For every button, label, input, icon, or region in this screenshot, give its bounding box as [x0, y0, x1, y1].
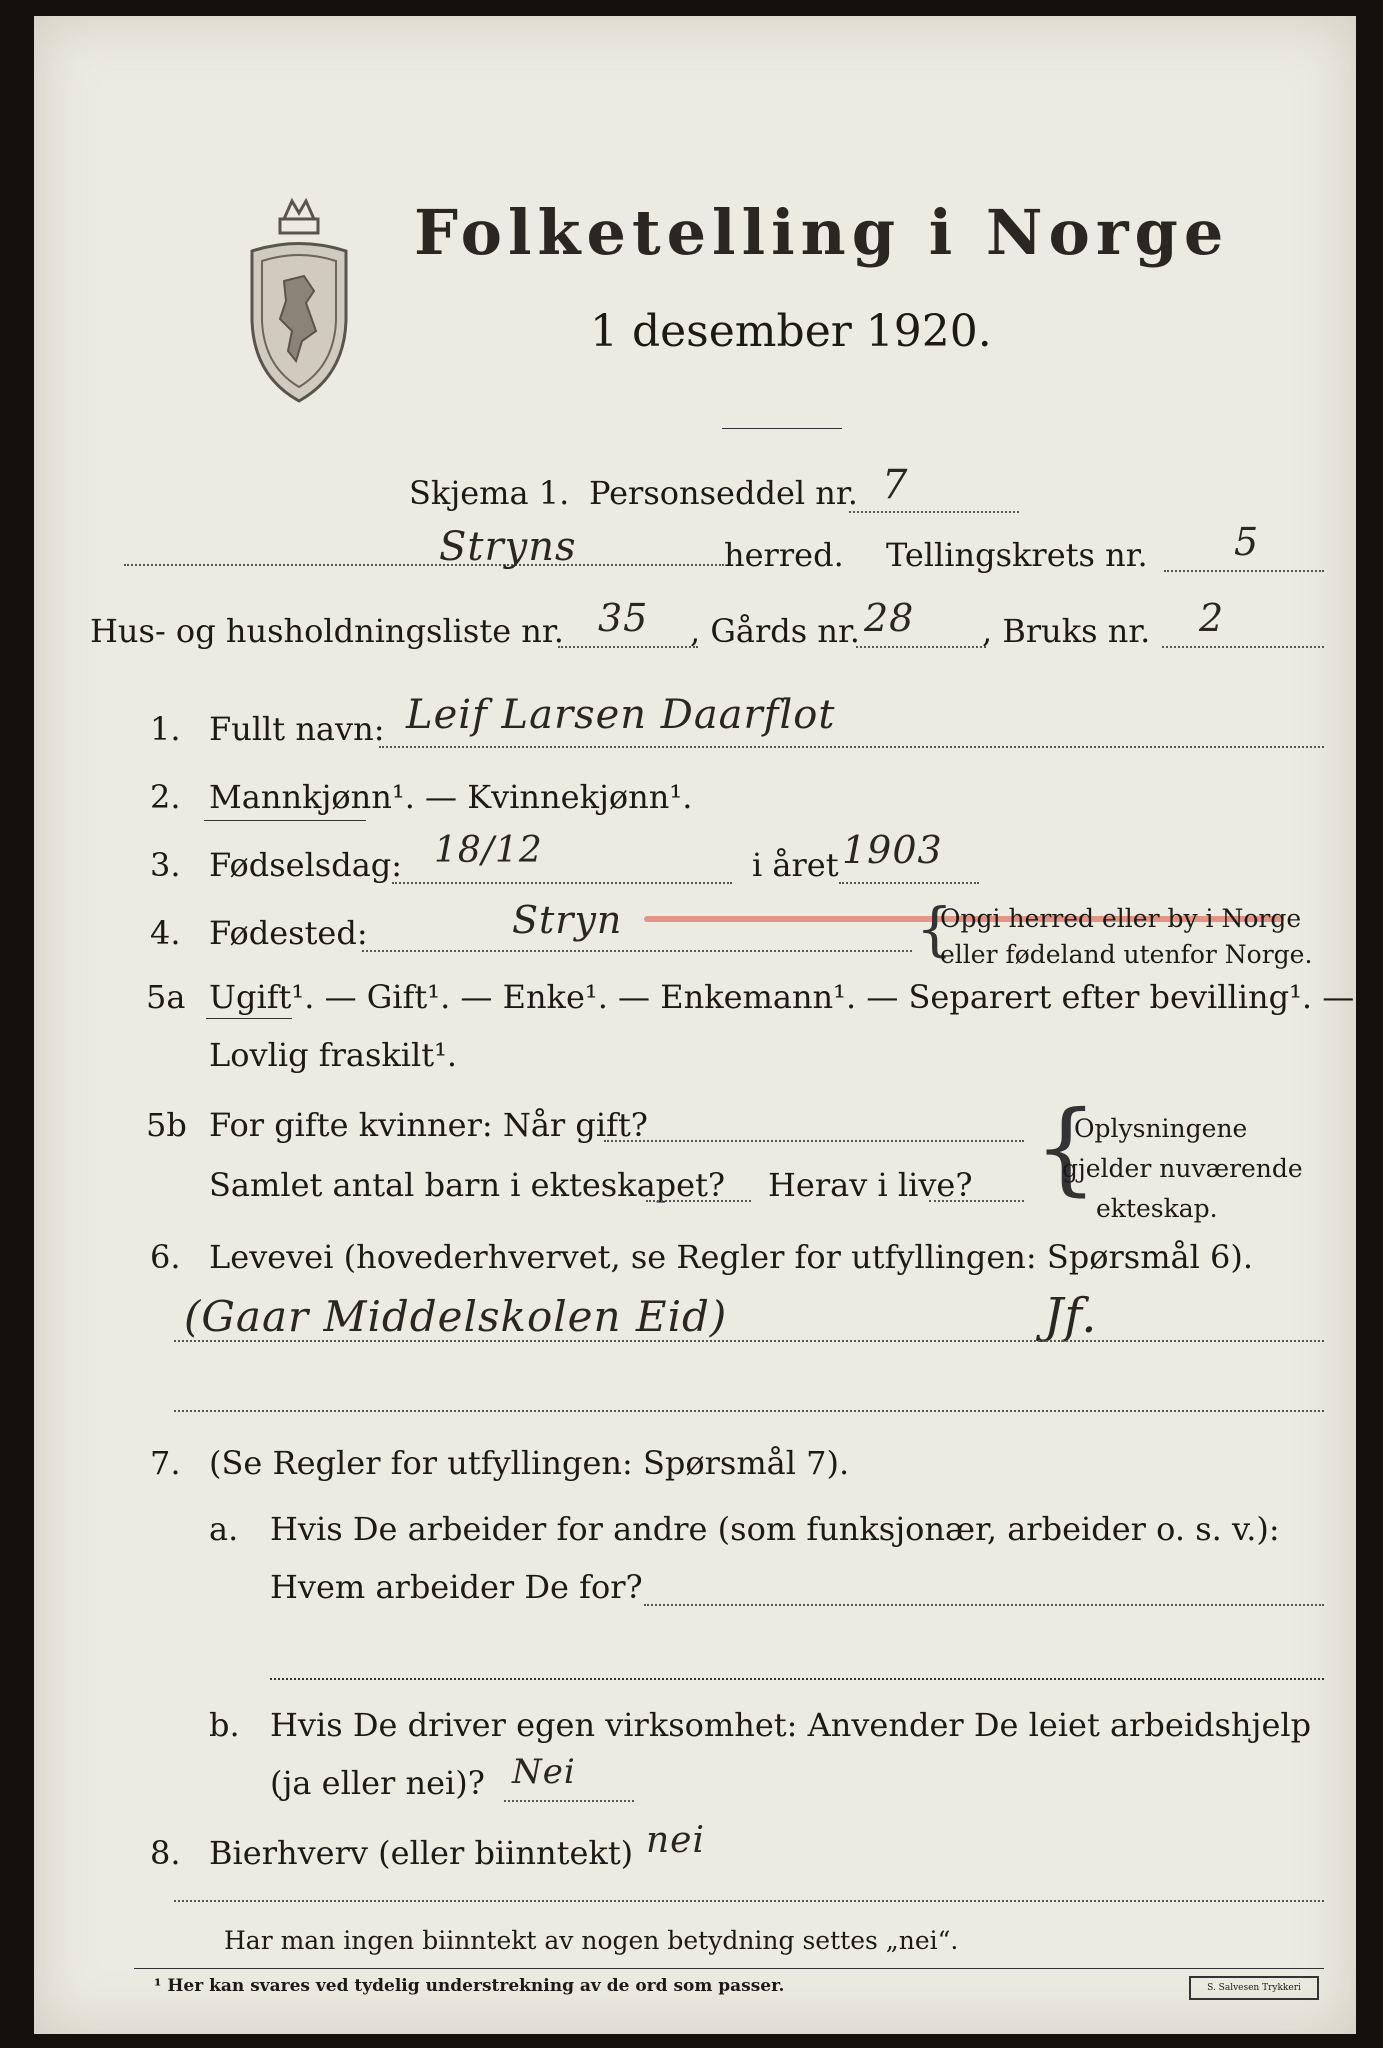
q4-label: Fødested: [209, 914, 368, 952]
q3-birthday-value[interactable]: 18/12 [434, 830, 543, 871]
q3-line [392, 882, 732, 884]
krets-no-value[interactable]: 5 [1234, 520, 1260, 564]
footnote: ¹ Her kan svares ved tydelig understrekning av de ord som passer. [154, 1976, 785, 1996]
bruks-label: , Bruks nr. [982, 612, 1151, 650]
schema-label: Skjema 1. [409, 474, 570, 512]
q6-initials: Jf. [1044, 1288, 1098, 1344]
census-form [34, 16, 1356, 2034]
q7b-letter: b. [209, 1706, 240, 1744]
q5b-children-line [646, 1200, 751, 1202]
krets-label: Tellingskrets nr. [886, 536, 1148, 574]
q6-occupation-value[interactable]: (Gaar Middelskolen Eid) [184, 1292, 728, 1341]
printer-stamp: S. Salvesen Trykkeri [1189, 1976, 1319, 2000]
q4-birthplace-value[interactable]: Stryn [512, 898, 623, 942]
q7a-line2: Hvem arbeider De for? [270, 1568, 643, 1606]
q5b-brace: { [1034, 1089, 1098, 1206]
q5a-options-line2[interactable]: Lovlig fraskilt¹. [209, 1036, 458, 1074]
krets-no-line [1164, 570, 1324, 572]
q4-brace: { [916, 895, 953, 963]
q1-label: Fullt navn: [209, 710, 385, 748]
q4-number: 4. [150, 914, 181, 952]
herred-label: herred. [724, 536, 844, 574]
person-label: Personseddel nr. [589, 474, 858, 512]
q6-line2 [174, 1410, 1324, 1412]
q6-number: 6. [150, 1238, 181, 1276]
q5b-label2: Samlet antal barn i ekteskapet? [209, 1166, 726, 1204]
q1-line [379, 746, 1324, 748]
gards-no-value[interactable]: 28 [864, 596, 915, 640]
q5b-note-line2: gjelder nuværende [1062, 1154, 1303, 1183]
q3-year-value[interactable]: 1903 [842, 828, 943, 872]
bruks-no-value[interactable]: 2 [1199, 596, 1225, 640]
footer-note: Har man ingen biinntekt av nogen betydning settes „nei“. [224, 1926, 959, 1955]
gards-label: , Gårds nr. [690, 612, 860, 650]
bruks-no-line [1162, 646, 1324, 648]
herred-line [124, 564, 724, 566]
q5a-underline-ugift [206, 1018, 292, 1019]
title-divider [722, 428, 842, 429]
q7a-employer-line [644, 1604, 1324, 1606]
q5b-living-line [929, 1200, 1024, 1202]
census-date: 1 desember 1920. [590, 306, 992, 357]
gards-no-line [856, 646, 986, 648]
q8-line [174, 1900, 1324, 1902]
q5a-marital-options[interactable]: Ugift¹. — Gift¹. — Enke¹. — Enkemann¹. — Separert efter bevilling¹. — [209, 978, 1355, 1016]
q7-label: (Se Regler for utfyllingen: Spørsmål 7). [209, 1444, 850, 1482]
q3-year-line [839, 882, 979, 884]
q7a-line1: Hvis De arbeider for andre (som funksjonær, arbeider o. s. v.): [270, 1510, 1280, 1548]
q3-year-label: i året [752, 846, 839, 884]
q6-label: Levevei (hovederhvervet, se Regler for utfyllingen: Spørsmål 6). [209, 1238, 1254, 1276]
q4-note-line2: eller fødeland utenfor Norge. [940, 940, 1313, 969]
person-no-value[interactable]: 7 [882, 462, 909, 508]
hus-label: Hus- og husholdningsliste nr. [90, 612, 564, 650]
q2-underline-mannkjonn [204, 820, 366, 821]
q7a-extra-line [270, 1678, 1324, 1680]
q4-line [362, 950, 912, 952]
person-no-line [849, 511, 1019, 513]
q5b-note-line1: Oplysningene [1074, 1114, 1248, 1143]
form-title: Folketelling i Norge [414, 196, 1230, 269]
q2-gender-options[interactable]: Mannkjønn¹. — Kvinnekjønn¹. [209, 778, 693, 816]
q5b-label1: For gifte kvinner: Når gift? [209, 1106, 648, 1144]
q7a-letter: a. [209, 1510, 239, 1548]
norway-coat-of-arms-icon [244, 191, 354, 406]
q8-label: Bierhverv (eller biinntekt) [209, 1834, 634, 1872]
q5b-when-married-line [604, 1140, 1024, 1142]
q3-label: Fødselsdag: [209, 846, 403, 884]
q1-number: 1. [150, 710, 181, 748]
hus-no-line [558, 646, 698, 648]
q8-number: 8. [150, 1834, 181, 1872]
q5b-note-line3: ekteskap. [1096, 1194, 1218, 1223]
q8-secondary-income-value[interactable]: nei [646, 1820, 706, 1861]
hus-no-value[interactable]: 35 [598, 596, 649, 640]
q7b-answer-value[interactable]: Nei [512, 1752, 576, 1792]
q2-number: 2. [150, 778, 181, 816]
q3-number: 3. [150, 846, 181, 884]
q7-number: 7. [150, 1444, 181, 1482]
herred-value[interactable]: Stryns [439, 524, 577, 570]
q7b-line2: (ja eller nei)? [270, 1764, 485, 1802]
q5b-number: 5b [146, 1106, 187, 1144]
q5a-number: 5a [146, 978, 186, 1016]
q7b-line1: Hvis De driver egen virksomhet: Anvender De leiet arbeidshjelp [270, 1706, 1312, 1744]
q4-note-line1: Opgi herred eller by i Norge [940, 904, 1302, 933]
q7b-answer-line [504, 1800, 634, 1802]
q1-full-name-value[interactable]: Leif Larsen Daarflot [406, 692, 836, 738]
footer-divider [134, 1968, 1324, 1969]
q6-line1 [174, 1340, 1324, 1342]
q5b-label3: Herav i live? [768, 1166, 973, 1204]
